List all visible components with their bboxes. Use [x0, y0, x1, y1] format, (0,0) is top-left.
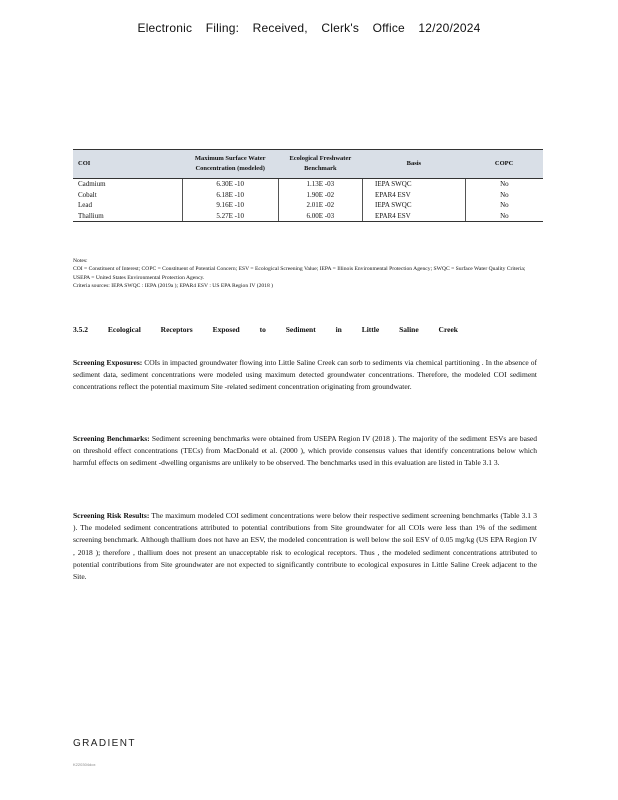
notes-title: Notes: — [73, 258, 88, 264]
table-row — [73, 179, 543, 190]
cell-max-concentration: 9.16E -10 — [182, 200, 278, 211]
paragraph-text: COIs in impacted groundwater flowing into Little Saline Creek can sorb to sediments via chemical partitioning . In the absence of sediment data, sediment concentrations were modeled using maximum detected groundwater concentrations. Therefore, the modeled COI sediment concentrations reflect the potential maximum Site -related sediment concentration originating from groundwater. — [73, 358, 538, 392]
paragraph-text: Sediment screening benchmarks were obtained from USEPA Region IV (2018 ). The majority of the sediment ESVs are based on threshold effect concentrations (TECs) from MacDonald et al. (2000 ), which provide consensus values that identify concentrations below which harmful effects on sediment -dwelling organisms are unlikely to be observed. The benchmarks used in this evaluation are listed in Table 3.1 3. — [73, 434, 537, 468]
column-header-basis: Basis — [362, 150, 465, 179]
cell-coi: Cobalt — [73, 190, 182, 201]
table-notes — [73, 257, 543, 291]
column-header-max-concentration: Maximum Surface Water Concentration (modeled) — [182, 150, 278, 179]
screening-table — [73, 149, 543, 222]
cell-copc: No — [500, 180, 509, 188]
cell-coi: Thallium — [73, 211, 182, 222]
column-header-coi: COI — [73, 150, 182, 179]
column-header-copc: COPC — [465, 150, 543, 179]
table-row — [73, 200, 543, 211]
paragraph-screening-exposures — [73, 357, 537, 394]
document-code: K220304dox — [73, 762, 96, 767]
cell-copc: No — [465, 211, 543, 222]
cell-max-concentration: 6.18E -10 — [182, 190, 278, 201]
company-logo: GRADIENT — [73, 738, 136, 749]
cell-coi: Cadmium — [73, 179, 182, 190]
cell-max-concentration: 5.27E -10 — [182, 211, 278, 222]
cell-basis: EPAR4 ESV — [362, 190, 465, 201]
section-heading: 3.5.2 Ecological Receptors Exposed to Sediment in Little Saline Creek — [73, 325, 458, 334]
paragraph-screening-risk-results — [73, 510, 537, 583]
cell-max-concentration: 6.30E -10 — [182, 179, 278, 190]
cell-basis: IEPA SWQC — [362, 179, 465, 190]
cell-copc: No — [500, 190, 509, 199]
cell-basis: EPAR4 ESV — [362, 211, 465, 222]
cell-benchmark: 6.00E -03 — [278, 211, 362, 222]
cell-coi: Lead — [73, 200, 182, 211]
paragraph-lead: Screening Benchmarks: — [73, 434, 150, 443]
cell-basis: IEPA SWQC — [362, 200, 465, 211]
cell-benchmark: 1.90E -02 — [278, 190, 362, 201]
notes-abbreviations: COI = Constituent of Interest; COPC = Constituent of Potential Concern; ESV = Ecological Screening Value; IEPA = Illinois Environmental Protection Agency; SWQC = Surface Water Quality Criteria; USEPA = United States Environmental Protection Agency. — [73, 266, 526, 281]
filing-header: Electronic Filing: Received, Clerk's Office 12/20/2024 — [137, 21, 481, 35]
table-row — [73, 190, 543, 201]
paragraph-text: The maximum modeled COI sediment concentrations were below their respective sediment screening benchmarks (Table 3.1 3 ). The modeled sediment concentrations attributed to potential contributions from Site groundwater for all COIs were less than 1% of the sediment screening benchmark. Although thallium does not have an ESV, the modeled concentration is well below the soil ESV of 0.05 mg/kg (US EPA Region IV , 2018 ); therefore , thallium does not present an unacceptable risk to ecological receptors. Thus , the modeled sediment concentrations attributed to potential contributions from Site groundwater are not expected to significantly contribute to ecological exposures in Little Saline Creek adjacent to the Site. — [73, 511, 537, 582]
paragraph-lead: Screening Exposures: — [73, 358, 143, 367]
table-row — [73, 211, 543, 222]
paragraph-screening-benchmarks — [73, 433, 537, 470]
cell-copc: No — [500, 201, 509, 209]
cell-benchmark: 1.13E -03 — [278, 179, 362, 190]
table-header-row — [73, 150, 543, 179]
notes-criteria-sources: Criteria sources: IEPA SWQC : IEPA (2019a ); EPAR4 ESV : US EPA Region IV (2018 ) — [73, 283, 274, 290]
paragraph-lead: Screening Risk Results: — [73, 511, 150, 520]
cell-benchmark: 2.01E -02 — [278, 200, 362, 211]
column-header-benchmark: Ecological Freshwater Benchmark — [278, 150, 362, 179]
